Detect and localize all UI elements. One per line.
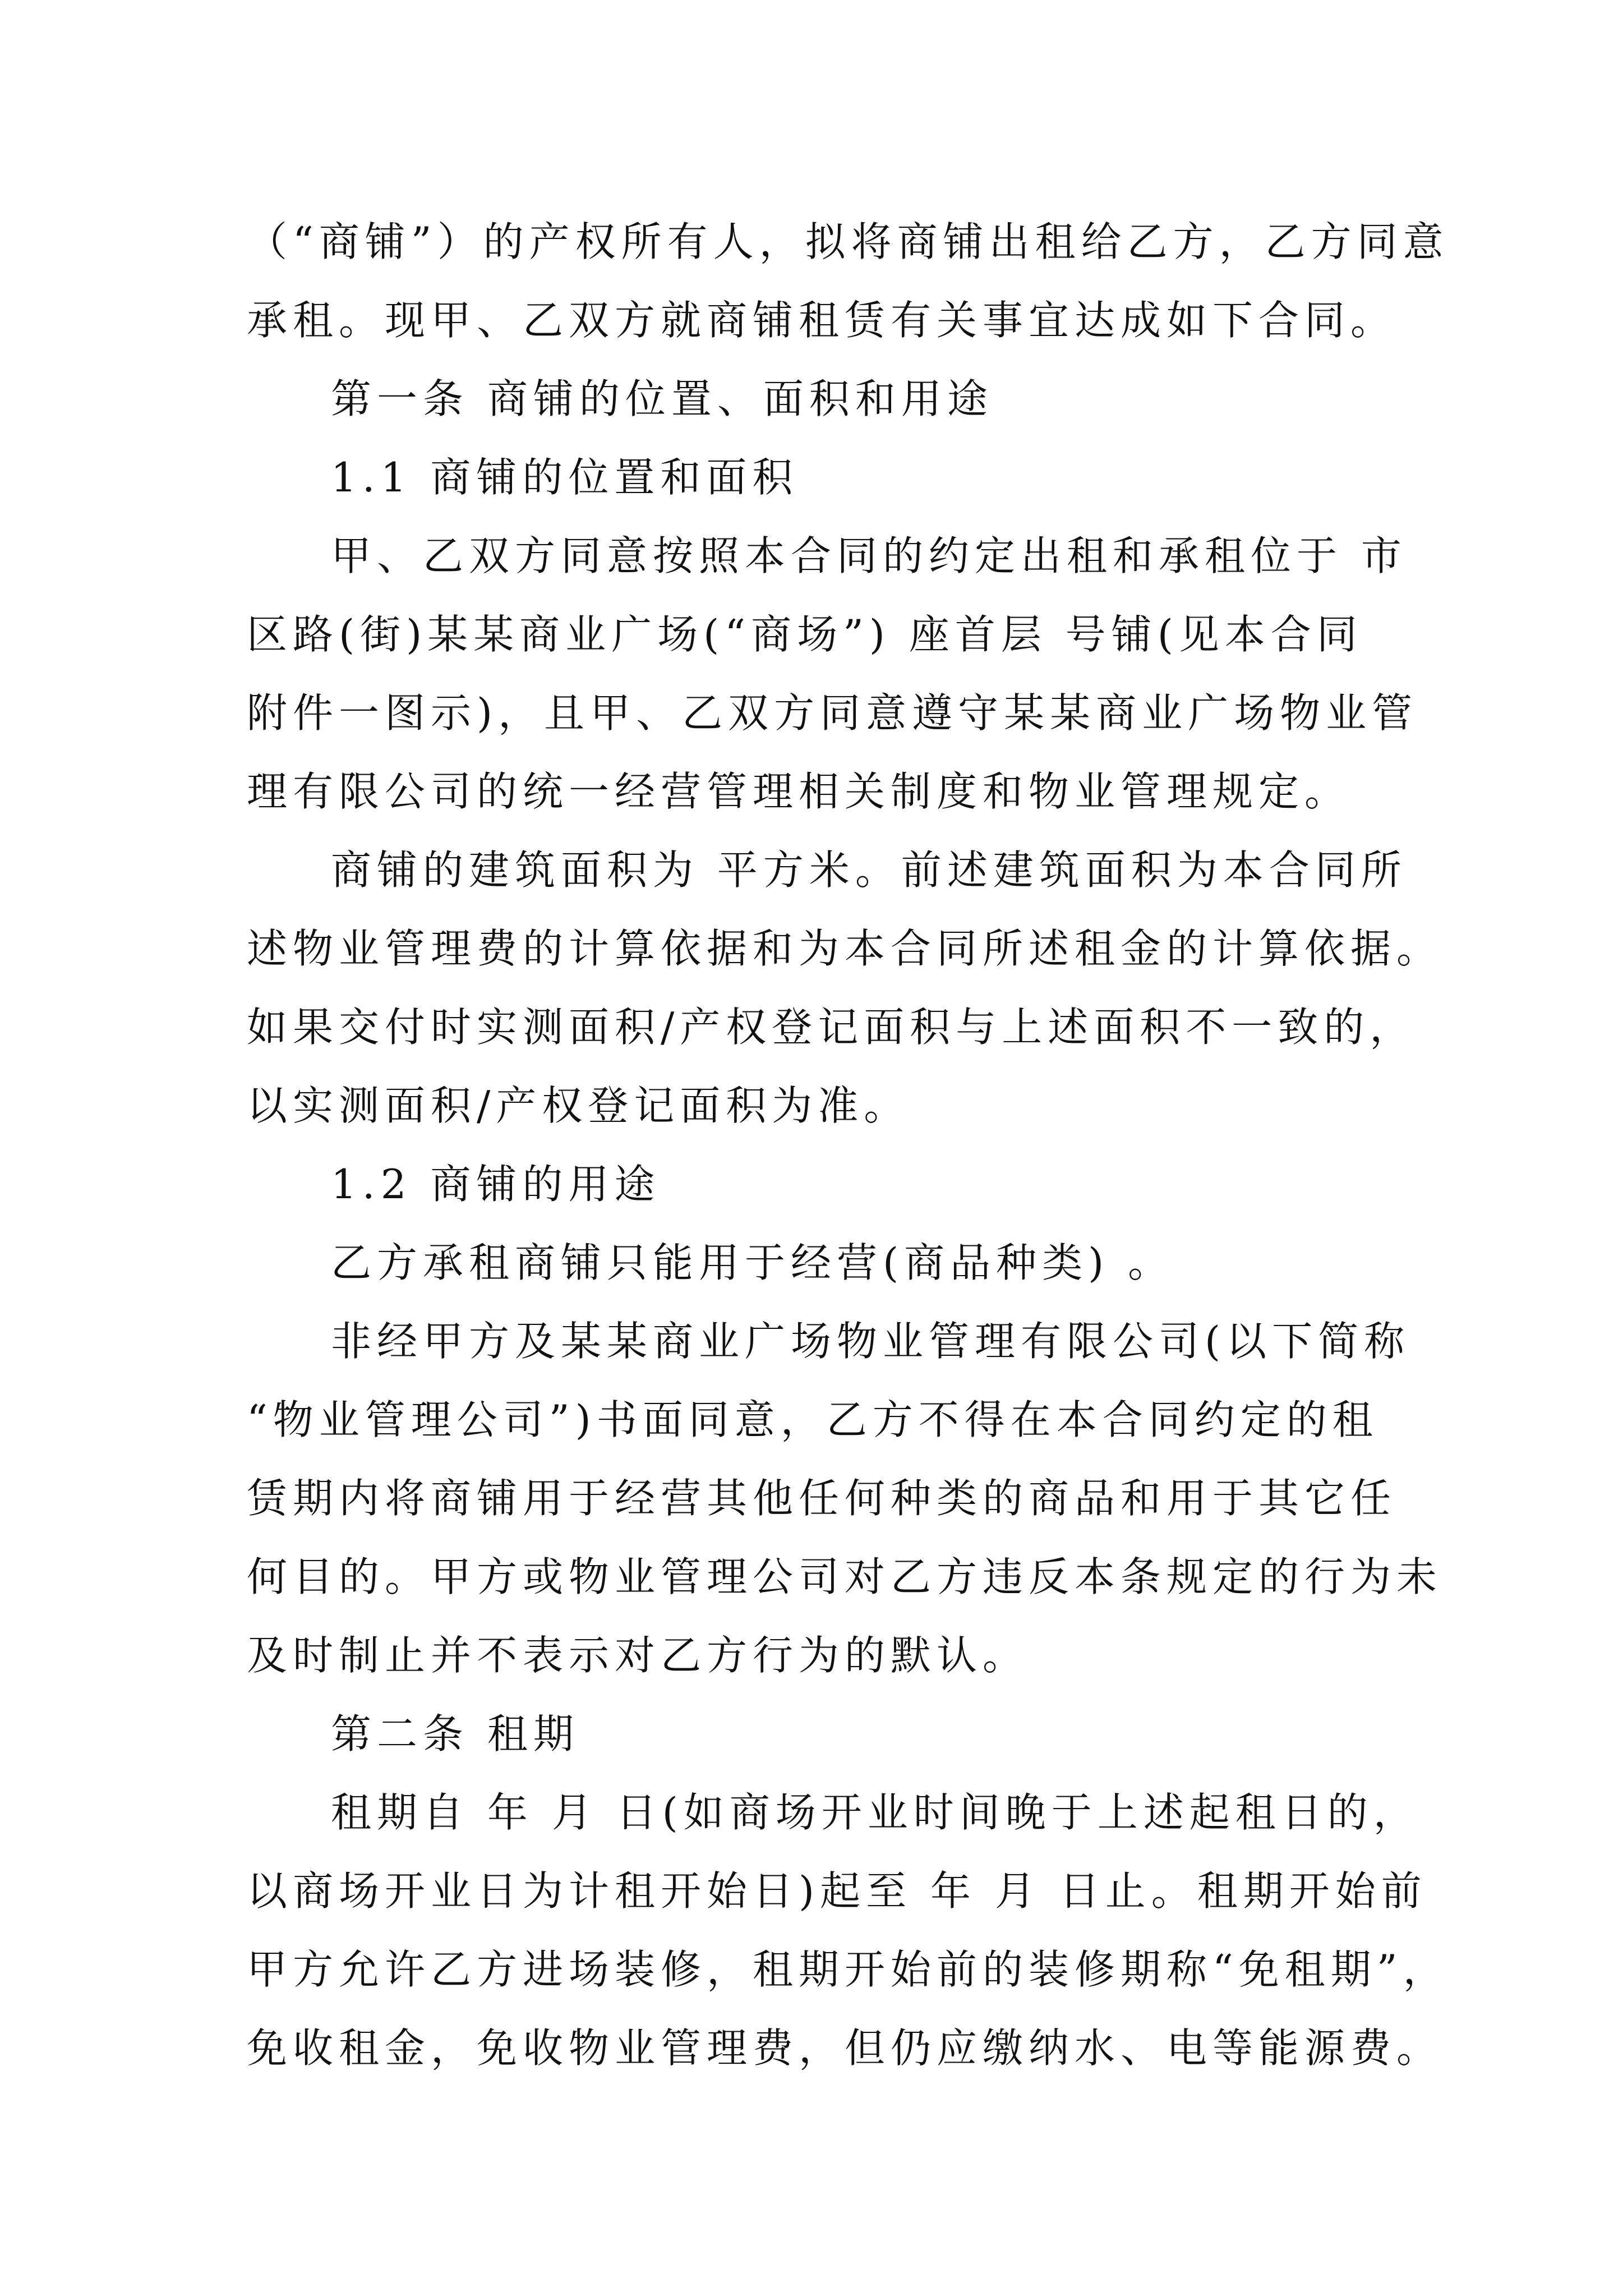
text-line: 理有限公司的统一经营管理相关制度和物业管理规定。 bbox=[247, 768, 1351, 815]
subsection-heading-1-2: 1.2 商铺的用途 bbox=[331, 1161, 661, 1208]
text-line: 以实测面积/产权登记面积为准。 bbox=[247, 1082, 910, 1129]
text-line: 区路(街)某某商业广场(“商场”) 座首层 号铺(见本合同 bbox=[247, 611, 1363, 658]
text-line: 以商场开业日为计租开始日)起至 年 月 日止。租期开始前 bbox=[247, 1867, 1427, 1915]
text-line: 何目的。甲方或物业管理公司对乙方违反本条规定的行为未 bbox=[247, 1553, 1443, 1600]
text-line: 述物业管理费的计算依据和为本合同所述租金的计算依据。 bbox=[247, 925, 1443, 972]
text-line: 甲、乙双方同意按照本合同的约定出租和承租位于 市 bbox=[331, 532, 1407, 579]
text-line: 如果交付时实测面积/产权登记面积与上述面积不一致的， bbox=[247, 1004, 1416, 1051]
text-line: 承租。现甲、乙双方就商铺租赁有关事宜达成如下合同。 bbox=[247, 297, 1397, 344]
text-line: 租期自 年 月 日(如商场开业时间晚于上述起租日的， bbox=[331, 1789, 1419, 1836]
text-line: 赁期内将商铺用于经营其他任何种类的商品和用于其它任 bbox=[247, 1475, 1397, 1522]
section-heading-article-2: 第二条 租期 bbox=[331, 1710, 579, 1757]
text-line: 及时制止并不表示对乙方行为的默认。 bbox=[247, 1632, 1029, 1679]
text-line: 免收租金，免收物业管理费，但仍应缴纳水、电等能源费。 bbox=[247, 2024, 1443, 2072]
text-line: 甲方允许乙方进场装修，租期开始前的装修期称“免租期”， bbox=[247, 1946, 1449, 1993]
text-line: 商铺的建筑面积为 平方米。前述建筑面积为本合同所 bbox=[331, 846, 1407, 894]
document-body bbox=[247, 209, 1449, 2093]
text-line: 乙方承租商铺只能用于经营(商品种类) 。 bbox=[331, 1239, 1174, 1286]
text-line: “物业管理公司”)书面同意，乙方不得在本合同约定的租 bbox=[247, 1396, 1378, 1443]
text-line: 非经甲方及某某商业广场物业管理有限公司(以下简称 bbox=[331, 1318, 1410, 1365]
section-heading-article-1: 第一条 商铺的位置、面积和用途 bbox=[331, 375, 993, 422]
subsection-heading-1-1: 1.1 商铺的位置和面积 bbox=[331, 454, 799, 501]
text-line: （“商铺”）的产权所有人，拟将商铺出租给乙方，乙方同意 bbox=[247, 218, 1449, 265]
text-line: 附件一图示)，且甲、乙双方同意遵守某某商业广场物业管 bbox=[247, 689, 1418, 737]
